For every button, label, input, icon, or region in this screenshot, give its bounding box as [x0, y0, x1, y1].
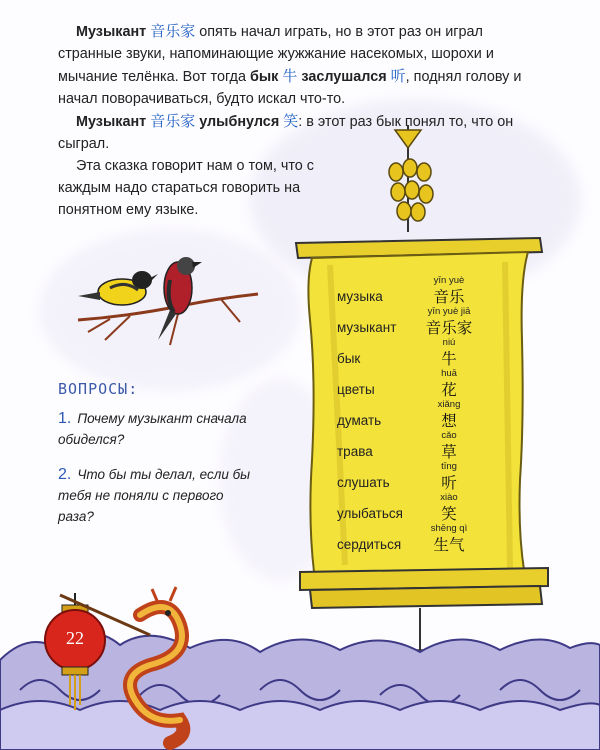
vocab-chinese: 听 [441, 474, 457, 492]
vocab-pinyin: huā [441, 368, 457, 379]
vocab-chinese: 音乐家 [425, 319, 473, 337]
vocab-chinese: 音乐 [433, 288, 465, 306]
vocab-russian: бык [337, 351, 361, 366]
vocab-pinyin: yīn yuè jiā [427, 306, 471, 317]
vocab-row [325, 430, 485, 461]
story-sentence: опять начал играть, но в этот раз он играл странные звуки, напоминающие жужжание насекомых, шорохи и мычание телёнка. Вот тогда [58, 24, 494, 85]
vocab-pinyin: xiào [440, 492, 458, 503]
questions-title: ВОПРОСЫ: [58, 380, 139, 398]
vocab-pinyin: yīn yuè [433, 275, 465, 286]
vocab-russian: слушать [337, 475, 390, 490]
page-number: 22 [66, 628, 84, 648]
vocab-pinyin: tīng [441, 461, 457, 472]
story-smiled-word: улыбнулся [199, 114, 280, 130]
vocab-russian: трава [337, 444, 373, 459]
story-listened-word: заслушался [301, 69, 387, 85]
vocab-chinese: 花 [441, 381, 457, 399]
vocab-chinese: 牛 [441, 350, 457, 368]
vocab-row [325, 461, 485, 492]
scroll-top-ornament-icon [389, 130, 433, 221]
story-musician-word: Музыкант [76, 114, 147, 130]
question-text: Почему музыкант сначала обиделся? [58, 411, 247, 447]
question-number: 2. [58, 466, 72, 483]
vocab-russian: улыбаться [337, 506, 403, 521]
vocab-chinese: 笑 [441, 505, 457, 523]
story-hanzi: 音乐家 [150, 22, 196, 40]
vocab-chinese: 生气 [433, 536, 465, 554]
vocab-row [325, 306, 485, 337]
dragon-icon [130, 587, 183, 743]
vocab-row [325, 523, 485, 554]
story-ox-word: бык [249, 69, 279, 85]
vocab-pinyin: shēng qì [430, 523, 468, 534]
story-hanzi: 听 [390, 67, 406, 85]
story-musician-word: Музыкант [76, 24, 147, 40]
vocab-row [325, 492, 485, 523]
vocab-pinyin: cǎo [441, 430, 457, 441]
vocab-russian: думать [337, 413, 382, 428]
question-number: 1. [58, 410, 72, 427]
dragon-illustration [40, 585, 210, 750]
story-sentence: : в этот раз бык понял то, что он сыграл. [58, 114, 514, 152]
story-hanzi: 牛 [282, 67, 298, 85]
vocab-russian: цветы [337, 382, 375, 397]
vocab-pinyin: niú [442, 337, 456, 348]
vocab-pinyin: xiǎng [437, 399, 461, 410]
vocab-row [325, 337, 485, 368]
vocab-row [325, 399, 485, 430]
story-hanzi: 音乐家 [150, 112, 196, 130]
vocab-row [325, 368, 485, 399]
question-text: Что бы ты делал, если бы тебя не поняли с первого раза? [58, 467, 251, 524]
vocab-chinese: 想 [441, 412, 457, 430]
vocab-russian: музыкант [337, 320, 397, 335]
vocab-russian: сердиться [337, 537, 402, 552]
vocab-list [325, 275, 485, 554]
vocab-row [325, 275, 485, 306]
story-sentence: , поднял голову и начал поворачиваться, будто искал что-то. [58, 69, 522, 107]
vocab-russian: музыка [337, 289, 383, 304]
story-moral: Эта сказка говорит нам о том, что с каждым надо стараться говорить на понятном ему языке. [58, 158, 314, 218]
story-hanzi: 笑 [283, 112, 299, 130]
vocab-chinese: 草 [441, 443, 457, 461]
